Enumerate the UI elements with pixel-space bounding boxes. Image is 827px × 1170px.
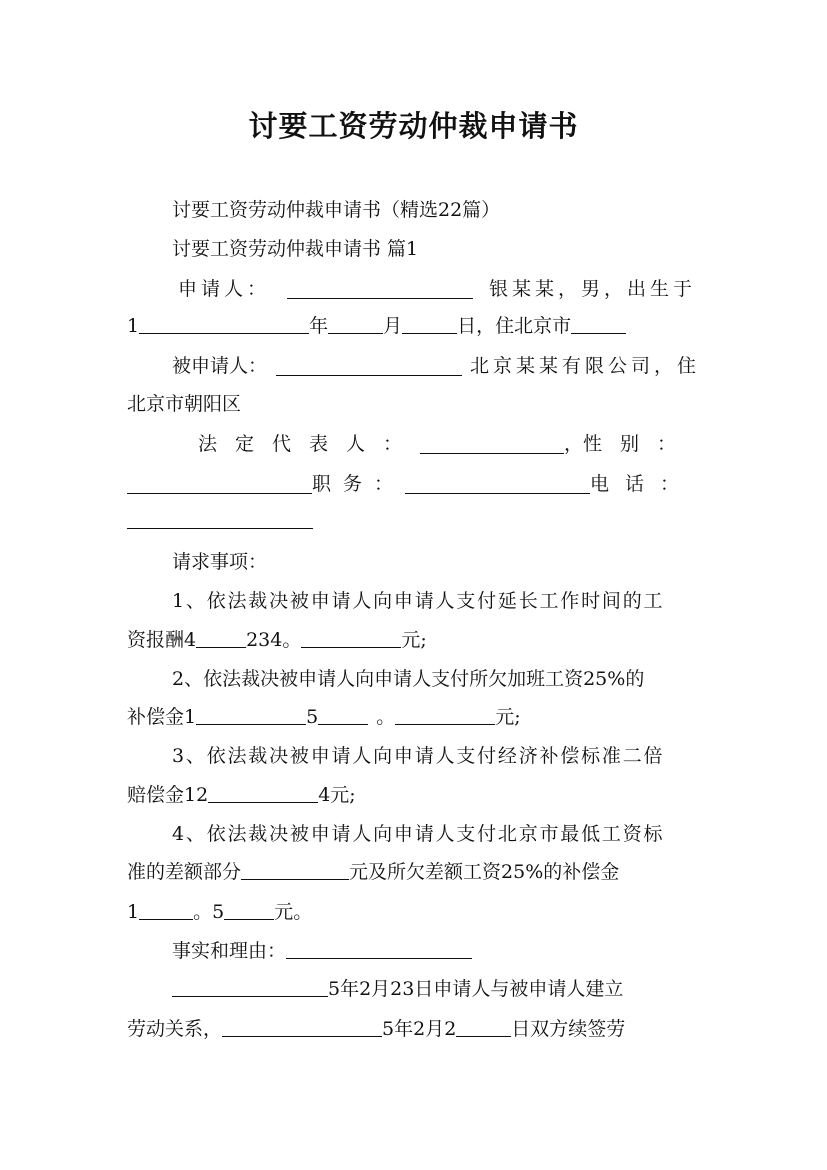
applicant-text: 银某某，男，出生于 — [488, 278, 696, 300]
request-1-line-1 — [172, 592, 700, 611]
request-1-mid: 234。 — [246, 629, 302, 651]
phone-label: 电话： — [589, 473, 695, 495]
request-4-text: 4、依法裁决被申请人向申请人支付北京市最低工资标 — [172, 823, 665, 845]
request-3-prefix: 赔偿金12 — [127, 784, 209, 806]
request-2-text: 2、依法裁决被申请人向申请人支付所欠加班工资25%的 — [172, 668, 645, 690]
request-2-dot: 。 — [376, 706, 396, 728]
facts-date-blank-c — [456, 1036, 511, 1037]
request-4-line-3 — [127, 903, 312, 922]
request-2-blank-b — [318, 724, 368, 725]
duty-blank — [405, 493, 590, 494]
respondent-line — [172, 357, 700, 376]
request-4-line-2 — [127, 863, 619, 882]
facts-line-1-text: 5年2月23日申请人与被申请人建立 — [328, 978, 624, 1000]
request-4-blank-b — [139, 919, 193, 920]
request-1-blank-b — [301, 647, 401, 648]
request-3-line-1 — [172, 747, 700, 766]
duty-label: 职务： — [311, 473, 405, 495]
request-4-c-end: 元。 — [274, 901, 313, 923]
subtitle-line — [172, 201, 500, 220]
request-4-blank-a — [241, 879, 349, 880]
facts-heading — [172, 942, 472, 961]
request-1-line-2 — [127, 631, 427, 650]
request-2-line-1 — [172, 670, 644, 689]
gender-duty-line — [127, 475, 695, 494]
applicant-label: 申请人： — [178, 278, 271, 300]
birth-month-blank — [328, 333, 383, 334]
request-4-line-1 — [172, 825, 700, 844]
request-1-blank-a — [196, 647, 246, 648]
request-2-line-2 — [127, 708, 521, 727]
respondent-label: 被申请人： — [172, 355, 268, 377]
birth-year-label: 年 — [309, 315, 329, 337]
legal-rep-line — [198, 435, 694, 454]
request-3-text: 3、依法裁决被申请人向申请人支付经济补偿标准二倍 — [172, 745, 665, 767]
respondent-address: 北京市朝阳区 — [127, 393, 242, 415]
request-1-prefix: 资报酬4 — [127, 629, 197, 651]
request-2-mid: 5 — [306, 706, 319, 728]
birth-day-label: 日，住北京市 — [457, 315, 572, 337]
request-4-prefix: 准的差额部分 — [127, 861, 242, 883]
request-2-blank-c — [395, 724, 495, 725]
gender-label: 性别： — [582, 433, 694, 455]
birth-year-prefix: 1 — [127, 315, 140, 337]
birth-day-blank — [402, 333, 457, 334]
birth-month-label: 月 — [383, 315, 403, 337]
facts-line-2-prefix: 劳动关系， — [127, 1018, 223, 1040]
section-heading — [172, 240, 418, 259]
facts-line-1 — [172, 980, 623, 999]
respondent-address-line — [127, 395, 241, 414]
facts-line-2-mid: 5年2月2 — [382, 1018, 457, 1040]
applicant-line — [178, 280, 696, 299]
request-1-text: 1、依法裁决被申请人向申请人支付延长工作时间的工 — [172, 590, 665, 612]
request-3-line-2 — [127, 786, 356, 805]
request-4-c-mid: 。5 — [193, 901, 225, 923]
legal-rep-blank — [420, 453, 564, 454]
respondent-blank — [276, 375, 462, 376]
respondent-text: 北京某某有限公司，住 — [469, 355, 700, 377]
birth-year-blank — [139, 333, 309, 334]
section-heading-text: 讨要工资劳动仲裁申请书 篇1 — [172, 238, 419, 260]
applicant-blank — [287, 298, 473, 299]
request-2-blank-a — [196, 724, 306, 725]
document-title: 讨要工资劳动仲裁申请书 — [248, 109, 579, 143]
request-3-end: 4元; — [318, 784, 356, 806]
facts-heading-text: 事实和理由： — [172, 940, 287, 962]
request-2-end: 元; — [495, 706, 521, 728]
request-3-blank — [208, 802, 318, 803]
phone-blank-line — [127, 512, 313, 531]
facts-line-2 — [127, 1020, 625, 1039]
facts-date-blank-b — [222, 1036, 382, 1037]
request-heading-text: 请求事项： — [172, 551, 268, 573]
legal-rep-comma: ， — [563, 433, 583, 455]
legal-rep-label: 法定代表人： — [198, 433, 421, 455]
request-heading — [172, 553, 267, 572]
facts-heading-blank — [286, 958, 472, 959]
request-1-end: 元; — [401, 629, 427, 651]
facts-line-2-end: 日双方续签劳 — [511, 1018, 626, 1040]
request-4-c-prefix: 1 — [127, 901, 140, 923]
gender-blank — [127, 493, 312, 494]
subtitle-text: 讨要工资劳动仲裁申请书（精选22篇） — [172, 199, 501, 221]
request-2-prefix: 补偿金1 — [127, 706, 197, 728]
applicant-birth-line — [127, 317, 626, 336]
facts-date-blank-a — [172, 996, 328, 997]
request-4-end: 元及所欠差额工资25%的补偿金 — [349, 861, 620, 883]
phone-blank — [127, 528, 313, 529]
request-4-blank-c — [224, 919, 274, 920]
address-blank — [571, 333, 626, 334]
